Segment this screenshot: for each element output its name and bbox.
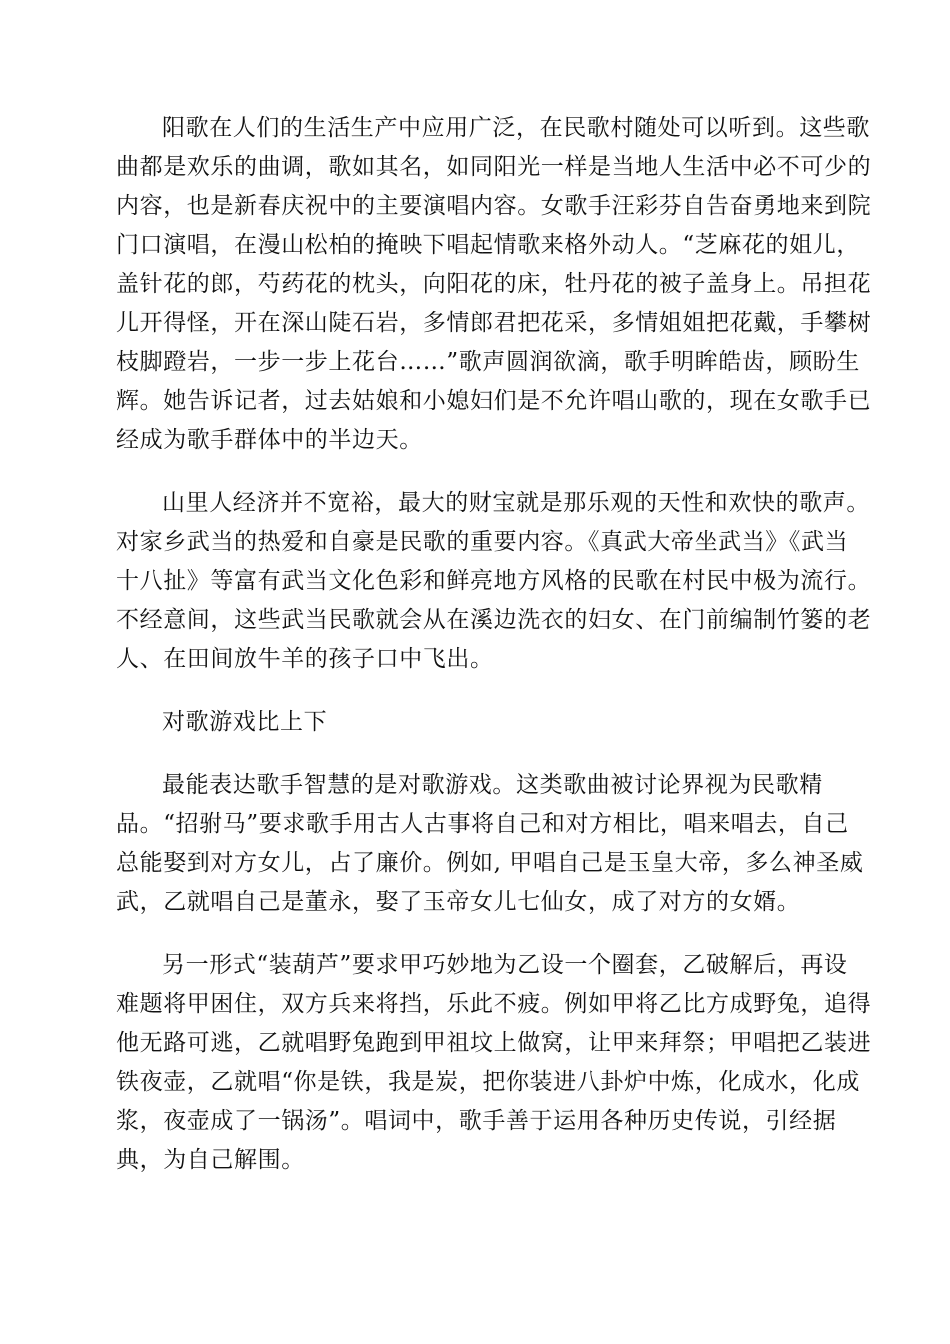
paragraph-yang-songs: [116, 109, 872, 460]
text-line: 辉。她告诉记者，过去姑娘和小媳妇们是不允许唱山歌的，现在女歌手已: [116, 388, 872, 414]
paragraph-wudang-songs: [116, 484, 872, 679]
text-line: 对家乡武当的热爱和自豪是民歌的重要内容。《真武大帝坐武当》《武当: [116, 529, 849, 555]
text-line: 他无路可逃，乙就唱野兔跑到甲祖坟上做窝，让甲来拜祭；甲唱把乙装进: [116, 1030, 872, 1056]
text-line: 枝脚蹬岩，一步一步上花台……”歌声圆润欲滴，歌手明眸皓齿，顾盼生: [116, 349, 860, 375]
text-line: 曲都是欢乐的曲调，歌如其名，如同阳光一样是当地人生活中必不可少的: [116, 154, 872, 180]
text-line: 内容，也是新春庆祝中的主要演唱内容。女歌手汪彩芬自告奋勇地来到院: [116, 193, 872, 219]
text-line: 铁夜壶，乙就唱“你是铁，我是炭，把你装进八卦炉中炼，化成水，化成: [116, 1069, 860, 1095]
text-line: 十八扯》等富有武当文化色彩和鲜亮地方风格的民歌在村民中极为流行。: [116, 568, 872, 594]
text-line: 另一形式“装葫芦”要求甲巧妙地为乙设一个圈套，乙破解后，再设: [162, 952, 848, 978]
text-line: 最能表达歌手智慧的是对歌游戏。这类歌曲被讨论界视为民歌精: [162, 772, 823, 798]
paragraph-gap: [116, 679, 832, 703]
text-line: 山里人经济并不宽裕，最大的财宝就是那乐观的天性和欢快的歌声。: [162, 490, 870, 516]
paragraph-gap: [116, 460, 832, 484]
text-line: 武，乙就唱自己是董永，娶了玉帝女儿七仙女，成了对方的女婿。: [116, 889, 801, 915]
text-line: 人、在田间放牛羊的孩子口中飞出。: [116, 646, 494, 672]
paragraph-zhuang-hulu: [116, 946, 872, 1180]
paragraph-duige-game: [116, 766, 864, 922]
text-line: 难题将甲困住，双方兵来将挡，乐此不疲。例如甲将乙比方成野兔，追得: [116, 991, 872, 1017]
text-line: 阳歌在人们的生活生产中应用广泛，在民歌村随处可以听到。这些歌: [162, 115, 870, 141]
paragraph-gap: [116, 922, 832, 946]
text-line: 儿开得怪，开在深山陡石岩，多情郎君把花采，多情姐姐把花戴，手攀树: [116, 310, 872, 336]
article-body: [116, 109, 872, 1180]
text-line: 总能娶到对方女儿，占了廉价。例如, 甲唱自己是玉皇大帝，多么神圣威: [116, 850, 864, 876]
text-line: 不经意间，这些武当民歌就会从在溪边洗衣的妇女、在门前编制竹篓的老: [116, 607, 872, 633]
section-heading-text: 对歌游戏比上下: [162, 709, 328, 735]
text-line: 盖针花的郎，芍药花的枕头，向阳花的床，牡丹花的被子盖身上。吊担花: [116, 271, 872, 297]
text-line: 经成为歌手群体中的半边天。: [116, 427, 423, 453]
text-line: 典，为自己解围。: [116, 1147, 305, 1173]
text-line: 品。“招驸马”要求歌手用古人古事将自己和对方相比，唱来唱去，自己: [116, 811, 849, 837]
text-line: 浆，夜壶成了一锅汤”。唱词中，歌手善于运用各种历史传说，引经据: [116, 1108, 837, 1134]
section-heading: [116, 703, 832, 742]
paragraph-gap: [116, 742, 832, 766]
text-line: 门口演唱，在漫山松柏的掩映下唱起情歌来格外动人。“芝麻花的姐儿，: [116, 232, 860, 258]
